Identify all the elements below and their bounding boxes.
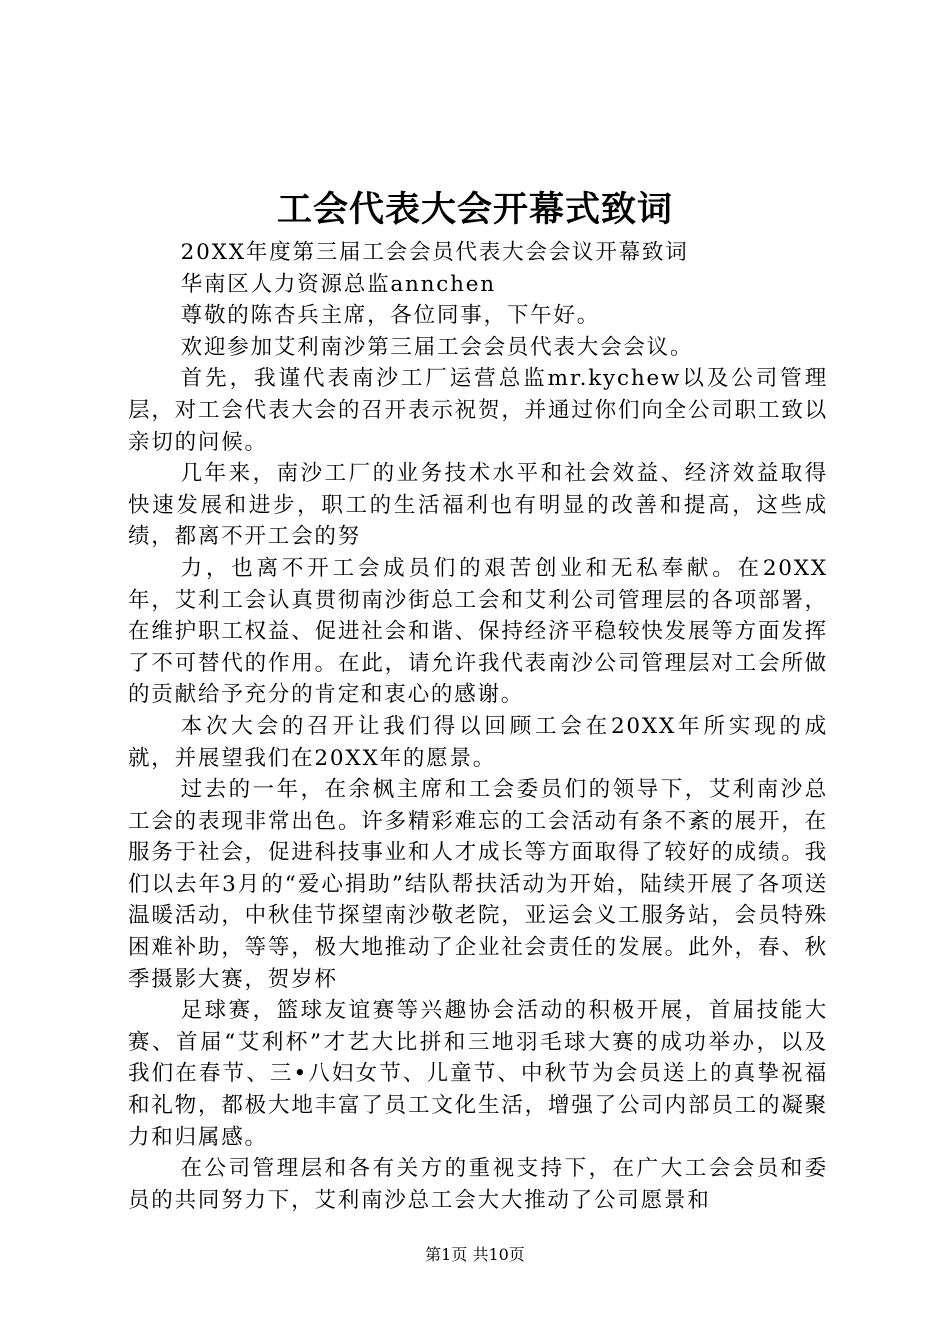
paragraph-contributions: 力，也离不开工会成员们的艰苦创业和无私奉献。在20XX年，艾利工会认真贯彻南沙街总工会和艾利公司管理层的各项部署，在维护职工权益、促进社会和谐、保持经济平稳较快发展等方面发挥了不可替代的作用。在此，请允许我代表南沙公司管理层对工会所做的贡献给予充分的肯定和衷心的感谢。 xyxy=(128,555,828,708)
paragraph-congratulations: 首先，我谨代表南沙工厂运营总监mr.kychew以及公司管理层，对工会代表大会的召开表示祝贺，并通过你们向全公司职工致以亲切的问候。 xyxy=(128,366,828,455)
paragraph-achievements: 几年来，南沙工厂的业务技术水平和社会效益、经济效益取得快速发展和进步，职工的生活福利也有明显的改善和提高，这些成绩，都离不开工会的努 xyxy=(128,461,828,550)
paragraph-past-year: 过去的一年，在余枫主席和工会委员们的领导下，艾利南沙总工会的表现非常出色。许多精彩难忘的工会活动有条不紊的展开，在服务于社会，促进科技事业和人才成长等方面取得了较好的成绩。我们以去年3月的“爱心捐助”结队帮扶活动为开始，陆续开展了各项送温暖活动，中秋佳节探望南沙敬老院，亚运会义工服务站，会员特殊困难补助，等等，极大地推动了企业社会责任的发展。此外，春、秋季摄影大赛，贺岁杯 xyxy=(128,777,828,992)
paragraph-support: 在公司管理层和各有关方的重视支持下，在广大工会会员和委员的共同努力下，艾利南沙总工会大大推动了公司愿景和 xyxy=(128,1156,828,1213)
page-number-footer: 第1页 共10页 xyxy=(425,1245,525,1264)
paragraph-review: 本次大会的召开让我们得以回顾工会在20XX年所实现的成就，并展望我们在20XX年的愿景。 xyxy=(128,713,828,771)
paragraph-activities: 足球赛，篮球友谊赛等兴趣协会活动的积极开展，首届技能大赛、首届“艾利杯”才艺大比拼和三地羽毛球大赛的成功举办，以及我们在春节、三•八妇女节、儿童节、中秋节为会员送上的真挚祝福和礼物，都极大地丰富了员工文化生活，增强了公司内部员工的凝聚力和归属感。 xyxy=(128,998,828,1150)
paragraph-welcome: 欢迎参加艾利南沙第三届工会会员代表大会会议。 xyxy=(180,334,694,360)
paragraph-subtitle: 20XX年度第三届工会会员代表大会会议开幕致词 xyxy=(180,240,689,265)
paragraph-speaker: 华南区人力资源总监annchen xyxy=(180,271,496,297)
document-title: 工会代表大会开幕式致词 xyxy=(276,189,673,230)
document-body xyxy=(128,237,828,1216)
paragraph-greeting: 尊敬的陈杏兵主席，各位同事，下午好。 xyxy=(180,303,601,329)
